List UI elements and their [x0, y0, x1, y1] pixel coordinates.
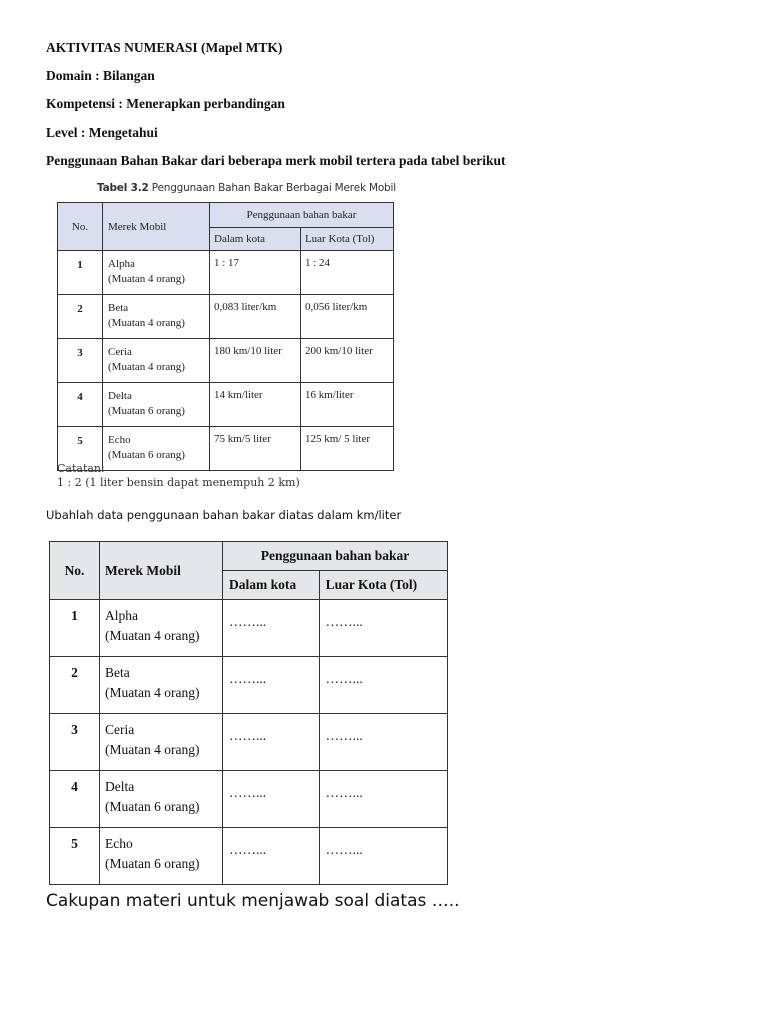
car-load: (Muatan 4 orang)	[105, 628, 200, 643]
table-row	[50, 714, 448, 771]
car-load: (Muatan 6 orang)	[105, 799, 200, 814]
car-name: Beta	[105, 665, 130, 680]
table-row	[58, 383, 394, 427]
answer-blank-dalam: ……...	[223, 828, 320, 885]
level-line: Level : Mengetahui	[46, 125, 158, 140]
header-no: No.	[50, 542, 100, 600]
answer-blank-dalam: ……...	[223, 771, 320, 828]
cell-no: 1	[58, 251, 103, 295]
cell-merek	[103, 251, 210, 295]
header-merek: Merek Mobil	[100, 542, 223, 600]
cell-no: 3	[50, 714, 100, 771]
cell-no: 3	[58, 339, 103, 383]
table1-note	[57, 462, 300, 490]
header-no: No.	[58, 203, 103, 251]
cell-dalam: 0,083 liter/km	[210, 295, 301, 339]
cell-merek	[100, 771, 223, 828]
cell-no: 4	[58, 383, 103, 427]
answer-blank-luar: ……...	[319, 771, 447, 828]
kompetensi-line: Kompetensi : Menerapkan perbandingan	[46, 96, 285, 111]
note-text: 1 : 2 (1 liter bensin dapat menempuh 2 km)	[57, 476, 300, 489]
cell-merek	[100, 657, 223, 714]
note-title: Catatan:	[57, 462, 105, 475]
car-name: Beta	[108, 302, 129, 314]
answer-blank-luar: ……...	[319, 828, 447, 885]
car-name: Delta	[105, 779, 135, 794]
answer-blank-dalam: ……...	[223, 714, 320, 771]
cell-dalam: 75 km/5 liter	[210, 427, 301, 471]
car-load: (Muatan 4 orang)	[108, 361, 185, 373]
cell-no: 2	[50, 657, 100, 714]
cell-merek	[103, 295, 210, 339]
footer-question: Cakupan materi untuk menjawab soal diatas …..	[46, 891, 460, 911]
car-load: (Muatan 6 orang)	[108, 449, 185, 461]
cell-luar: 200 km/10 liter	[300, 339, 393, 383]
table-row	[50, 600, 448, 657]
header-group: Penggunaan bahan bakar	[223, 542, 448, 571]
cell-no: 5	[50, 828, 100, 885]
table1-caption-text: Penggunaan Bahan Bakar Berbagai Merek Mobil	[151, 182, 396, 194]
cell-no: 5	[58, 427, 103, 471]
table-row	[50, 828, 448, 885]
cell-merek	[100, 828, 223, 885]
car-load: (Muatan 4 orang)	[108, 273, 185, 285]
car-name: Echo	[105, 836, 133, 851]
header-luar: Luar Kota (Tol)	[319, 571, 447, 600]
table-row	[50, 771, 448, 828]
car-load: (Muatan 6 orang)	[108, 405, 185, 417]
cell-luar: 0,056 liter/km	[300, 295, 393, 339]
answer-blank-luar: ……...	[319, 600, 447, 657]
answer-blank-dalam: ……...	[223, 657, 320, 714]
cell-dalam: 180 km/10 liter	[210, 339, 301, 383]
header-dalam: Dalam kota	[223, 571, 320, 600]
answer-blank-luar: ……...	[319, 657, 447, 714]
cell-luar: 1 : 24	[300, 251, 393, 295]
header-dalam: Dalam kota	[210, 228, 301, 251]
instruction-text: Ubahlah data penggunaan bahan bakar diatas dalam km/liter	[46, 508, 402, 522]
table-row	[58, 339, 394, 383]
table-row	[58, 251, 394, 295]
answer-blank-luar: ……...	[319, 714, 447, 771]
car-load: (Muatan 4 orang)	[105, 742, 200, 757]
car-load: (Muatan 6 orang)	[105, 856, 200, 871]
table-row	[50, 657, 448, 714]
cell-no: 4	[50, 771, 100, 828]
header-merek: Merek Mobil	[103, 203, 210, 251]
domain-line: Domain : Bilangan	[46, 68, 155, 83]
cell-merek	[103, 339, 210, 383]
car-name: Alpha	[105, 608, 138, 623]
answer-table	[49, 541, 448, 885]
document-title: AKTIVITAS NUMERASI (Mapel MTK)	[46, 40, 283, 55]
table1-caption-label: Tabel 3.2	[97, 182, 149, 194]
cell-dalam: 14 km/liter	[210, 383, 301, 427]
car-load: (Muatan 4 orang)	[105, 685, 200, 700]
table-row	[58, 295, 394, 339]
intro-line: Penggunaan Bahan Bakar dari beberapa merk mobil tertera pada tabel berikut	[46, 153, 506, 168]
cell-no: 1	[50, 600, 100, 657]
cell-merek	[100, 714, 223, 771]
answer-blank-dalam: ……...	[223, 600, 320, 657]
car-name: Ceria	[105, 722, 135, 737]
header-luar: Luar Kota (Tol)	[300, 228, 393, 251]
cell-merek	[103, 383, 210, 427]
cell-no: 2	[58, 295, 103, 339]
car-name: Alpha	[108, 258, 135, 270]
car-name: Echo	[108, 434, 131, 446]
car-load: (Muatan 4 orang)	[108, 317, 185, 329]
car-name: Ceria	[108, 346, 132, 358]
car-name: Delta	[108, 390, 132, 402]
header-group: Penggunaan bahan bakar	[210, 203, 394, 228]
table1-caption	[97, 182, 396, 194]
cell-luar: 125 km/ 5 liter	[300, 427, 393, 471]
cell-luar: 16 km/liter	[300, 383, 393, 427]
fuel-usage-table	[57, 202, 394, 471]
cell-dalam: 1 : 17	[210, 251, 301, 295]
cell-merek	[100, 600, 223, 657]
